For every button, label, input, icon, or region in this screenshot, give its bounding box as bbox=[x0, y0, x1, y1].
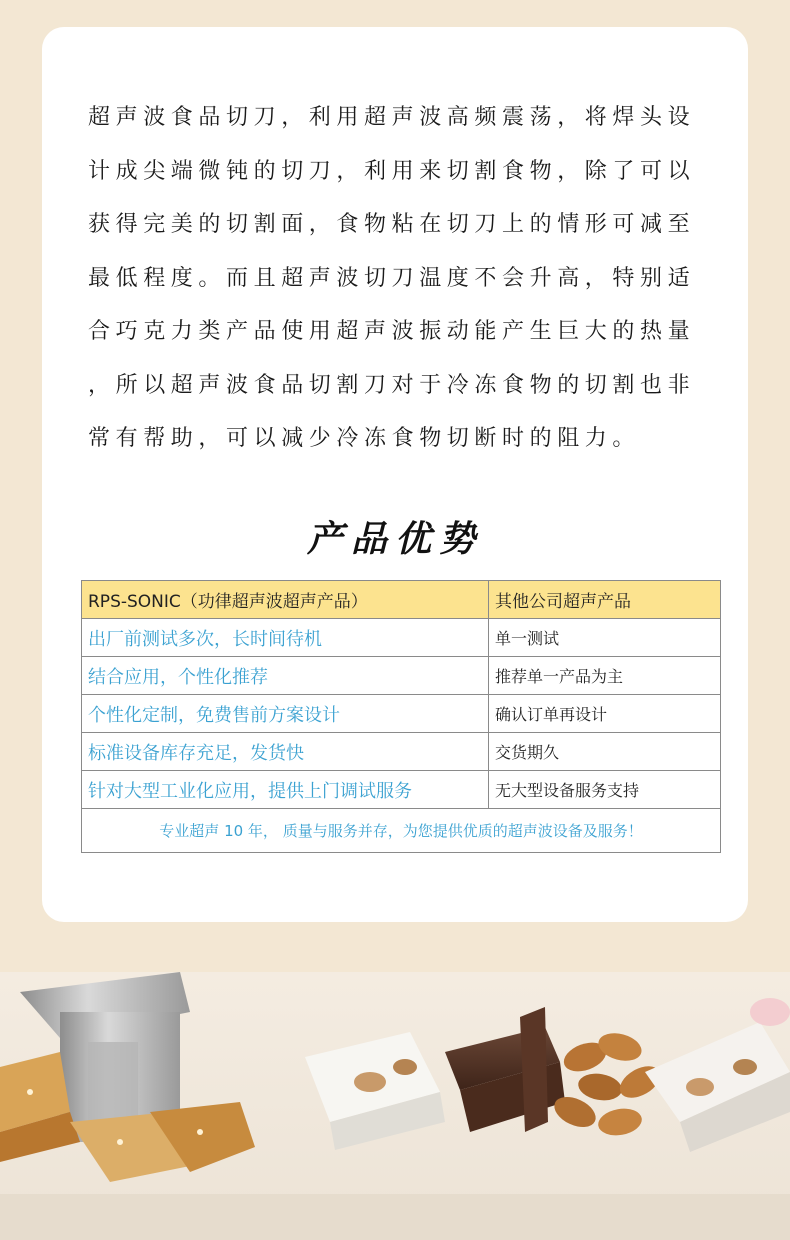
cell-ours: 针对大型工业化应用，提供上门调试服务 bbox=[82, 771, 489, 809]
table-row bbox=[82, 657, 721, 695]
section-title: 产品优势 bbox=[306, 518, 483, 560]
content-card bbox=[42, 27, 748, 922]
table-row bbox=[82, 771, 721, 809]
table-footer-text: 专业超声 10 年， 质量与服务并存，为您提供优质的超声波设备及服务！ bbox=[82, 809, 721, 853]
table-row bbox=[82, 619, 721, 657]
cell-ours: 标准设备库存充足，发货快 bbox=[82, 733, 489, 771]
cell-others: 推荐单一产品为主 bbox=[489, 657, 721, 695]
intro-line: 常有帮助，可以减少冷冻食物切断时的阻力。 bbox=[88, 426, 641, 451]
cell-others: 无大型设备服务支持 bbox=[489, 771, 721, 809]
intro-line: ，所以超声波食品切割刀对于冷冻食物的切割也非 bbox=[88, 372, 696, 398]
table-footer-row bbox=[82, 809, 721, 853]
intro-line: 超声波食品切刀，利用超声波高频震荡，将焊头设 bbox=[88, 105, 696, 130]
intro-paragraph bbox=[88, 91, 728, 466]
table-row bbox=[82, 733, 721, 771]
cell-ours: 个性化定制，免费售前方案设计 bbox=[82, 695, 489, 733]
food-cutting-illustration bbox=[0, 972, 790, 1240]
intro-line: 最低程度。而且超声波切刀温度不会升高，特别适 bbox=[88, 265, 696, 291]
cell-others: 交货期久 bbox=[489, 733, 721, 771]
intro-line: 合巧克力类产品使用超声波振动能产生巨大的热量 bbox=[88, 319, 696, 344]
intro-line: 获得完美的切割面，食物粘在切刀上的情形可减至 bbox=[88, 212, 696, 237]
table-header-row bbox=[82, 581, 721, 619]
food-cutting-photo bbox=[0, 972, 790, 1240]
table-row bbox=[82, 695, 721, 733]
cell-others: 确认订单再设计 bbox=[489, 695, 721, 733]
cell-others: 单一测试 bbox=[489, 619, 721, 657]
advantage-table bbox=[81, 580, 721, 853]
intro-line: 计成尖端微钝的切刀，利用来切割食物，除了可以 bbox=[88, 158, 696, 184]
header-cell-others: 其他公司超声产品 bbox=[489, 581, 721, 619]
cell-ours: 结合应用，个性化推荐 bbox=[82, 657, 489, 695]
cell-ours: 出厂前测试多次，长时间待机 bbox=[82, 619, 489, 657]
header-cell-ours: RPS-SONIC（功律超声波超声产品） bbox=[82, 581, 489, 619]
